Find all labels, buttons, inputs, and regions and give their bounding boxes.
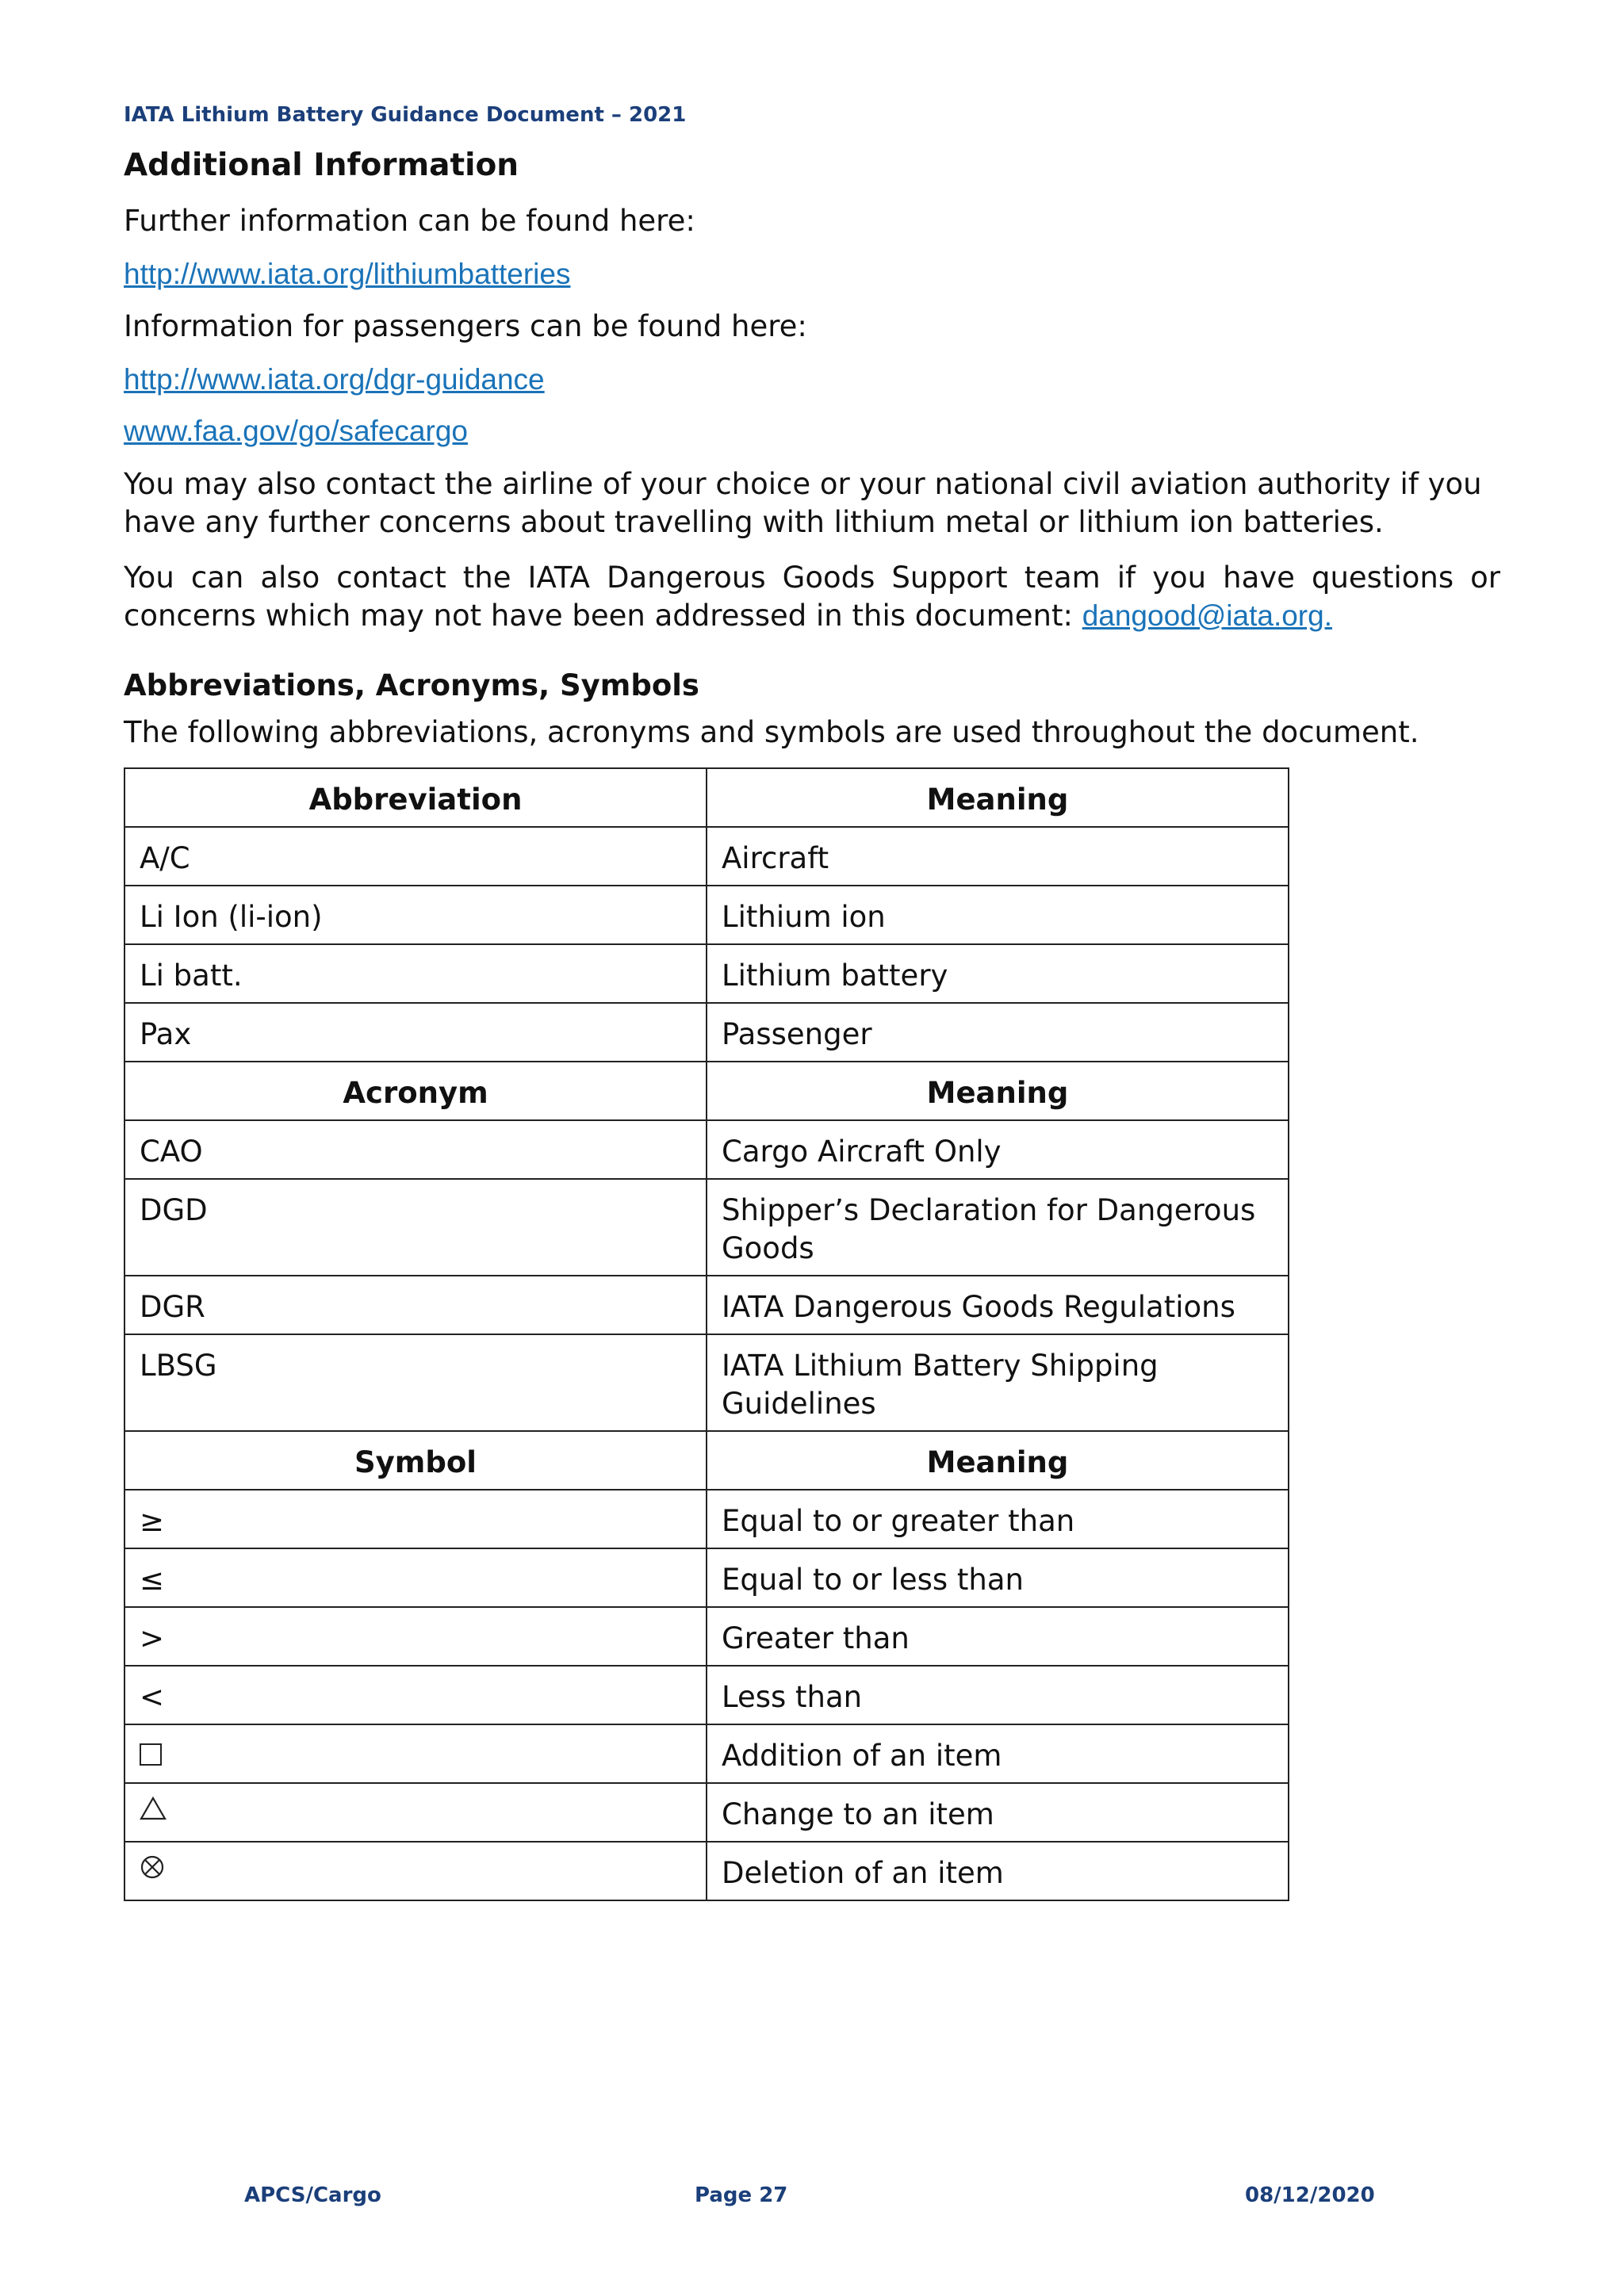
meaning-cell: IATA Dangerous Goods Regulations [707,1276,1289,1334]
meaning-cell: Shipper’s Declaration for Dangerous Goods [707,1179,1289,1276]
table-row [124,1334,1289,1431]
term-cell: Li batt. [124,944,707,1003]
header-acronym: Acronym [124,1062,707,1120]
footer-left: APCS/Cargo [244,2183,381,2207]
contact-airline-paragraph: You may also contact the airline of your choice or your national civil aviation authority if you have any further concerns about travelling with lithium metal or lithium ion batteries. [124,467,1482,539]
meaning-cell: Lithium battery [707,944,1289,1003]
term-cell: Li Ion (li-ion) [124,886,707,944]
table-row [124,1607,1289,1666]
abbreviations-intro: The following abbreviations, acronyms and symbols are used throughout the document. [124,715,1419,749]
contact-iata-paragraph [124,559,1500,635]
triangle-change-icon [140,1796,691,1821]
meaning-cell: Aircraft [707,827,1289,886]
term-cell: DGR [124,1276,707,1334]
meaning-cell: Equal to or less than [707,1548,1289,1607]
header-symbol: Symbol [124,1431,707,1490]
meaning-cell: IATA Lithium Battery Shipping Guidelines [707,1334,1289,1431]
running-header: IATA Lithium Battery Guidance Document – 2021 [124,103,687,127]
abbreviations-table [124,767,1289,1901]
table-row [124,1179,1289,1276]
table-header-row [124,1062,1289,1120]
table-row [124,1783,1289,1842]
table-row [124,827,1289,886]
abbreviations-heading: Abbreviations, Acronyms, Symbols [124,668,699,702]
faa-safecargo-link[interactable]: www.faa.gov/go/safecargo [124,415,468,447]
header-meaning: Meaning [707,1062,1289,1120]
meaning-cell: Equal to or greater than [707,1490,1289,1548]
dgr-guidance-link[interactable]: http://www.iata.org/dgr-guidance [124,363,545,396]
table-row [124,1666,1289,1724]
term-cell [124,1724,707,1783]
header-meaning: Meaning [707,768,1289,827]
meaning-cell: Cargo Aircraft Only [707,1120,1289,1179]
passenger-info-text: Information for passengers can be found here: [124,309,807,343]
term-cell: Pax [124,1003,707,1062]
table-row [124,1548,1289,1607]
contact-iata-text: You can also contact the IATA Dangerous Goods Support team if you have questions or concerns which may not have been addressed in this document: [124,561,1500,633]
additional-info-heading: Additional Information [124,147,519,183]
meaning-cell: Addition of an item [707,1724,1289,1783]
meaning-cell: Passenger [707,1003,1289,1062]
meaning-cell: Less than [707,1666,1289,1724]
term-cell: ≤ [124,1548,707,1607]
term-cell: A/C [124,827,707,886]
term-cell: LBSG [124,1334,707,1431]
meaning-cell: Lithium ion [707,886,1289,944]
table-row [124,944,1289,1003]
square-addition-icon [140,1743,162,1766]
footer-page-number: Page 27 [695,2183,788,2207]
table-row [124,1842,1289,1900]
term-cell [124,1783,707,1842]
header-abbreviation: Abbreviation [124,768,707,827]
term-cell: > [124,1607,707,1666]
table-row [124,1490,1289,1548]
circled-x-deletion-icon [140,1854,691,1880]
table-row [124,886,1289,944]
table-header-row [124,1431,1289,1490]
term-cell [124,1842,707,1900]
table-row [124,1276,1289,1334]
dangood-email-link[interactable]: dangood@iata.org. [1082,599,1332,632]
table-row [124,1120,1289,1179]
header-meaning: Meaning [707,1431,1289,1490]
term-cell: ≥ [124,1490,707,1548]
term-cell: CAO [124,1120,707,1179]
further-info-text: Further information can be found here: [124,204,695,238]
footer-date: 08/12/2020 [1245,2183,1375,2207]
lithium-batteries-link[interactable]: http://www.iata.org/lithiumbatteries [124,258,571,290]
table-header-row [124,768,1289,827]
table-row [124,1003,1289,1062]
meaning-cell: Change to an item [707,1783,1289,1842]
meaning-cell: Greater than [707,1607,1289,1666]
term-cell: < [124,1666,707,1724]
term-cell: DGD [124,1179,707,1276]
table-row [124,1724,1289,1783]
meaning-cell: Deletion of an item [707,1842,1289,1900]
